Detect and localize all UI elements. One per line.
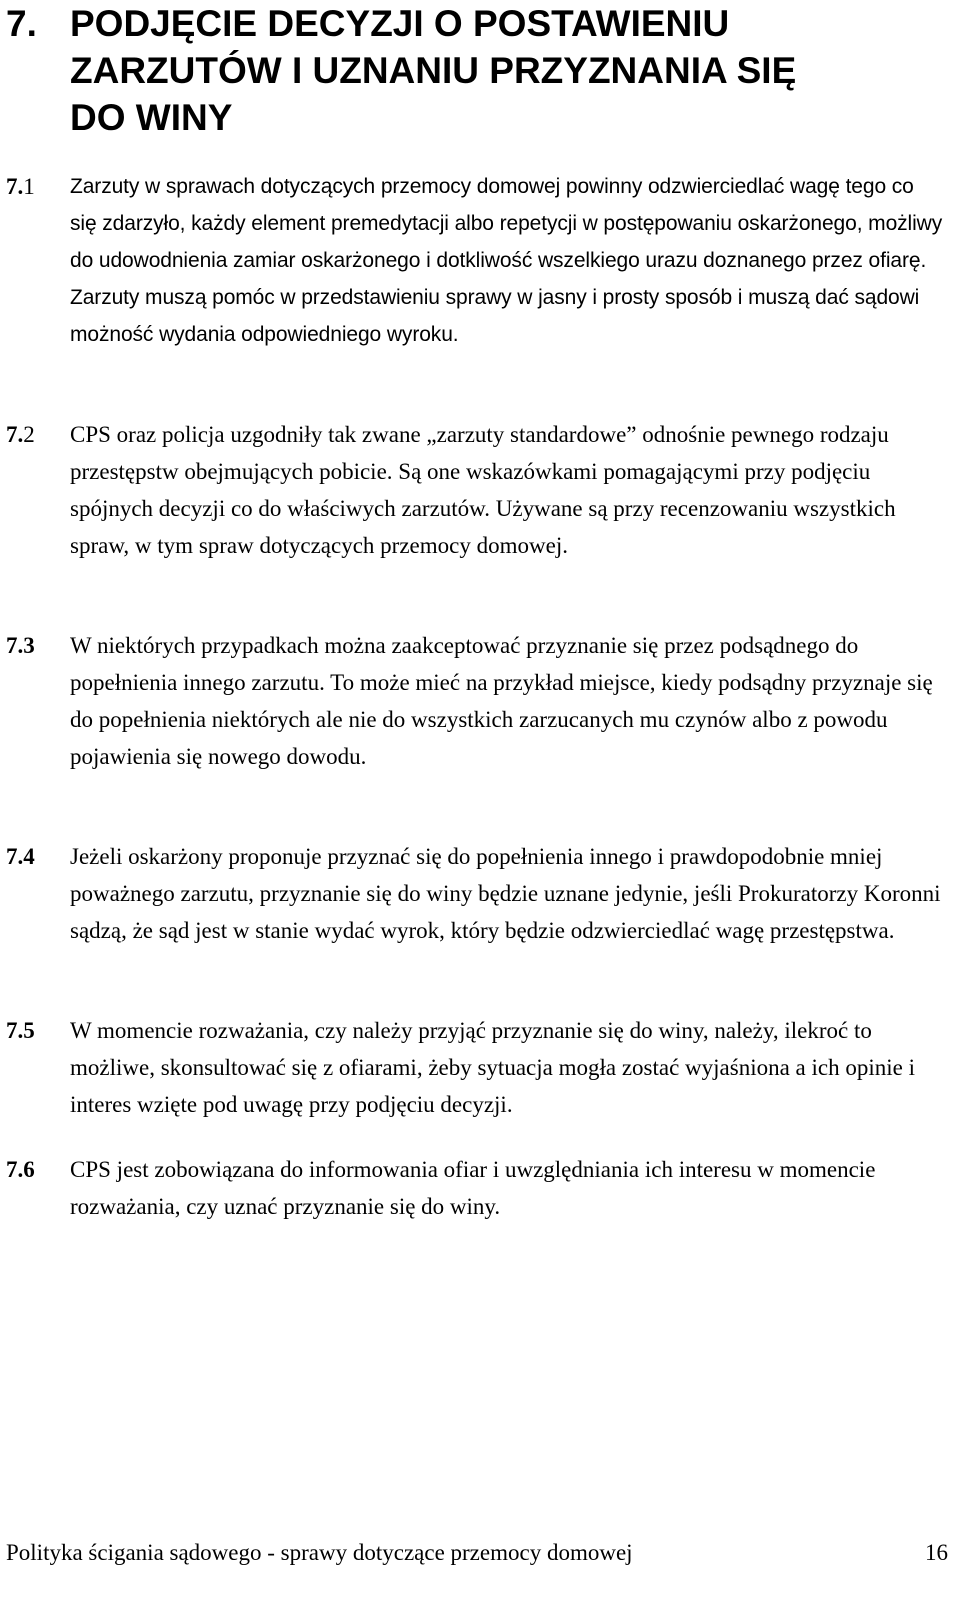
section-number-suffix: 5 — [23, 1018, 35, 1043]
section-7-4 — [0, 838, 950, 949]
section-text: CPS jest zobowiązana do informowania ofiar i uwzględniania ich interesu w momencie rozważania, czy uznać przyznanie się do winy. — [70, 1157, 876, 1219]
section-number-prefix: 7. — [6, 633, 24, 658]
chapter-title: PODJĘCIE DECYZJI O POSTAWIENIU ZARZUTÓW I UZNANIU PRZYZNANIA SIĘ DO WINY — [70, 3, 797, 138]
page-footer — [6, 1538, 948, 1568]
section-number-prefix: 7. — [6, 844, 24, 869]
section-7-5 — [0, 1012, 950, 1123]
section-text: Jeżeli oskarżony proponuje przyznać się do popełnienia innego i prawdopodobnie mniej poważnego zarzutu, przyznanie się do winy będzie uznane jedynie, jeśli Prokuratorzy Koronni sądzą, że sąd jest w stanie wydać wyrok, który będzie odzwierciedlać wagę przestępstwa. — [70, 844, 941, 943]
footer-title: Polityka ścigania sądowego - sprawy dotyczące przemocy domowej — [6, 1540, 633, 1565]
section-number-prefix: 7. — [6, 174, 24, 199]
section-number — [6, 1151, 35, 1188]
section-7-6 — [0, 1151, 950, 1225]
section-number-suffix: 6 — [23, 1157, 35, 1182]
section-number-suffix: 1 — [23, 174, 35, 199]
section-text: Zarzuty w sprawach dotyczących przemocy domowej powinny odzwierciedlać wagę tego co się zdarzyło, każdy element premedytacji albo repetycji w postępowaniu oskarżonego, możliwy do udowodnienia zamiar oskarżonego i dotkliwość wszelkiego urazu doznanego przez ofiarę. Zarzuty muszą pomóc w przedstawieniu sprawy w jasny i prosty sposób i muszą dać sądowi możność wydania odpowiedniego wyroku. — [70, 175, 943, 346]
section-7-2 — [0, 416, 950, 564]
page-number: 16 — [925, 1540, 948, 1565]
section-number — [6, 838, 35, 875]
section-number — [6, 627, 35, 664]
section-number — [6, 416, 35, 453]
section-text: W niektórych przypadkach można zaakceptować przyznanie się przez podsądnego do popełnienia innego zarzutu. To może mieć na przykład miejsce, kiedy podsądny przyznaje się do popełnienia niektórych ale nie do wszystkich zarzucanych mu czynów albo z powodu pojawienia się nowego dowodu. — [70, 633, 933, 769]
section-text: W momencie rozważania, czy należy przyjąć przyznanie się do winy, należy, ilekroć to możliwe, skonsultować się z ofiarami, żeby sytuacja mogła zostać wyjaśniona a ich opinie i interes wzięte pod uwagę przy podjęciu decyzji. — [70, 1018, 915, 1117]
section-number-prefix: 7. — [6, 1157, 24, 1182]
section-number — [6, 1012, 35, 1049]
section-7-1 — [0, 168, 950, 353]
section-number-prefix: 7. — [6, 422, 24, 447]
section-number-suffix: 2 — [23, 422, 35, 447]
section-7-3 — [0, 627, 950, 775]
chapter-number: 7. — [6, 3, 37, 44]
section-number — [6, 168, 35, 205]
section-number-prefix: 7. — [6, 1018, 24, 1043]
section-number-suffix: 4 — [23, 844, 35, 869]
section-number-suffix: 3 — [23, 633, 35, 658]
section-text: CPS oraz policja uzgodniły tak zwane „zarzuty standardowe” odnośnie pewnego rodzaju przestępstw obejmujących pobicie. Są one wskazówkami pomagającymi przy podjęciu spójnych decyzji co do właściwych zarzutów. Używane są przy recenzowaniu wszystkich spraw, w tym spraw dotyczących przemocy domowej. — [70, 422, 896, 558]
chapter-heading — [0, 0, 940, 141]
